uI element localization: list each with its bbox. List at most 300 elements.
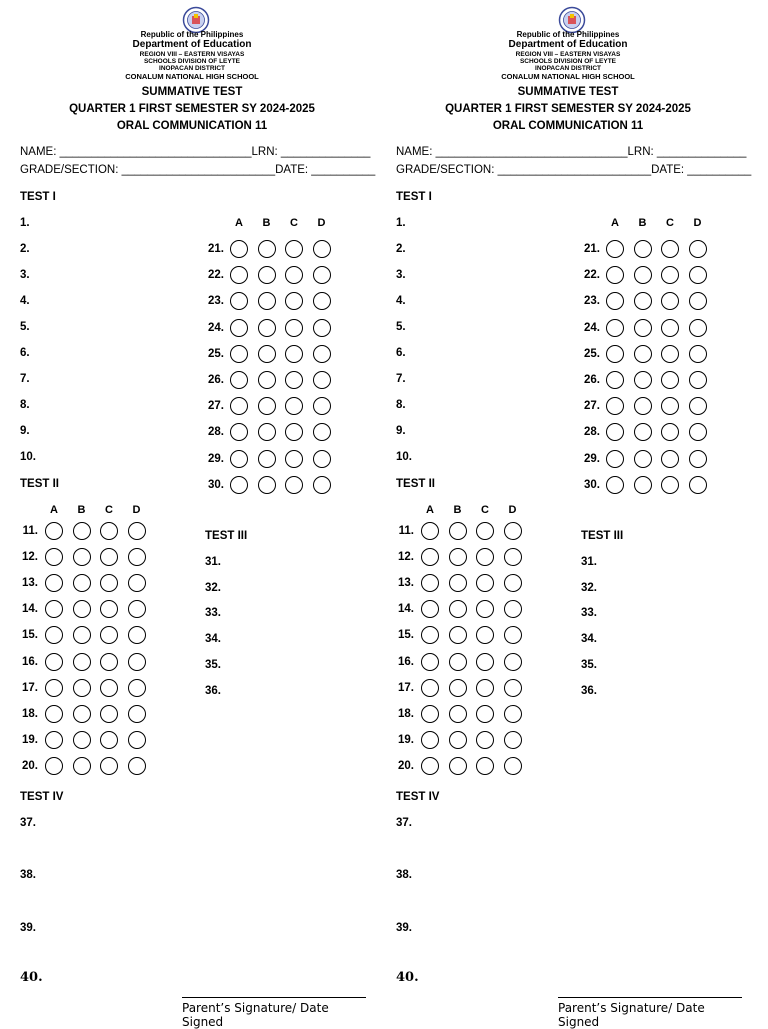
answer-bubble-c[interactable] — [285, 476, 303, 494]
answer-bubble-d[interactable] — [504, 731, 522, 749]
answer-bubble-a[interactable] — [421, 705, 439, 723]
bubble-row — [376, 475, 760, 497]
item-number: 39. — [396, 922, 412, 934]
item-number: 27. — [208, 400, 224, 413]
answer-bubble-a[interactable] — [606, 423, 624, 441]
answer-bubble-b[interactable] — [258, 292, 276, 310]
item-number: 7. — [20, 373, 30, 385]
answer-bubble-c[interactable] — [476, 653, 494, 671]
item-number: 18. — [22, 707, 38, 720]
item-number: 20. — [398, 759, 414, 772]
answer-bubble-d[interactable] — [504, 522, 522, 540]
item-number: 36. — [205, 684, 221, 697]
bubble-row — [0, 475, 384, 497]
answer-bubble-a[interactable] — [421, 731, 439, 749]
answer-bubble-b[interactable] — [73, 600, 91, 618]
answer-bubble-c[interactable] — [661, 319, 679, 337]
answer-bubble-c[interactable] — [476, 626, 494, 644]
bubble-row — [0, 730, 384, 752]
item-number: 10. — [396, 451, 412, 463]
bubble-row — [376, 449, 760, 471]
answer-bubble-d[interactable] — [313, 476, 331, 494]
answer-bubble-b[interactable] — [73, 757, 91, 775]
answer-bubble-b[interactable] — [258, 476, 276, 494]
item-number: 33. — [581, 607, 597, 620]
answer-bubble-a[interactable] — [606, 397, 624, 415]
item-number: 37. — [396, 817, 412, 829]
name-lrn-field[interactable]: NAME: ______________________________LRN: ______________ — [20, 146, 371, 158]
answer-bubble-b[interactable] — [634, 476, 652, 494]
answer-bubble-c[interactable] — [661, 266, 679, 284]
bubble-row — [0, 599, 384, 621]
answer-bubble-d[interactable] — [504, 757, 522, 775]
signature-label: Parent’s Signature/ Date — [182, 1001, 329, 1015]
answer-bubble-b[interactable] — [449, 626, 467, 644]
answer-bubble-a[interactable] — [45, 757, 63, 775]
choice-letter-c: C — [481, 504, 489, 516]
test-2-heading: TEST II — [20, 478, 59, 490]
answer-bubble-a[interactable] — [606, 345, 624, 363]
answer-bubble-c[interactable] — [285, 292, 303, 310]
answer-bubble-b[interactable] — [449, 600, 467, 618]
answer-bubble-b[interactable] — [258, 345, 276, 363]
answer-bubble-b[interactable] — [73, 574, 91, 592]
answer-bubble-b[interactable] — [73, 522, 91, 540]
item-number: 29. — [208, 452, 224, 465]
answer-bubble-c[interactable] — [661, 240, 679, 258]
item-number: 30. — [584, 478, 600, 491]
answer-bubble-b[interactable] — [449, 679, 467, 697]
item-number: 1. — [20, 217, 30, 229]
item-number: 39. — [20, 922, 36, 934]
item-number: 13. — [398, 577, 414, 590]
bubble-row — [0, 704, 384, 726]
item-number: 11. — [22, 525, 38, 537]
answer-bubble-b[interactable] — [634, 319, 652, 337]
item-number: 31. — [581, 556, 597, 568]
item-number: 32. — [581, 581, 597, 594]
bubble-row — [376, 652, 760, 674]
answer-bubble-b[interactable] — [634, 397, 652, 415]
item-number: 33. — [205, 607, 221, 620]
answer-bubble-a[interactable] — [421, 626, 439, 644]
answer-bubble-c[interactable] — [661, 371, 679, 389]
item-number: 31. — [205, 556, 221, 568]
answer-bubble-d[interactable] — [689, 423, 707, 441]
item-number: 37. — [20, 817, 36, 829]
answer-bubble-a[interactable] — [421, 574, 439, 592]
bubble-row — [0, 396, 384, 418]
item-number: 20. — [22, 759, 38, 772]
test-1-heading: TEST I — [396, 191, 432, 203]
bubble-row — [0, 521, 384, 543]
answer-bubble-c[interactable] — [285, 423, 303, 441]
answer-bubble-c[interactable] — [100, 600, 118, 618]
bubble-row — [376, 265, 760, 287]
answer-bubble-b[interactable] — [634, 240, 652, 258]
answer-bubble-c[interactable] — [285, 397, 303, 415]
department-text: Department of Education — [508, 39, 628, 50]
item-number: 8. — [20, 399, 30, 411]
answer-bubble-a[interactable] — [606, 292, 624, 310]
answer-bubble-b[interactable] — [634, 345, 652, 363]
item-number: 3. — [20, 269, 30, 281]
choice-letter-d: D — [693, 217, 702, 229]
item-number: 21. — [584, 243, 600, 255]
answer-bubble-a[interactable] — [606, 371, 624, 389]
answer-bubble-d[interactable] — [313, 371, 331, 389]
answer-bubble-c[interactable] — [100, 679, 118, 697]
answer-bubble-c[interactable] — [285, 319, 303, 337]
item-number: 13. — [22, 577, 38, 590]
bubble-row — [376, 547, 760, 569]
choice-letter-c: C — [105, 504, 113, 516]
answer-bubble-d[interactable] — [689, 240, 707, 258]
answer-bubble-b[interactable] — [449, 574, 467, 592]
quarter-title: QUARTER 1 FIRST SEMESTER SY 2024-2025 — [445, 103, 691, 115]
item-number: 40. — [396, 970, 419, 985]
answer-bubble-c[interactable] — [661, 476, 679, 494]
answer-bubble-c[interactable] — [476, 600, 494, 618]
choice-letter-a: A — [426, 504, 434, 516]
region-text: REGION VIII – EASTERN VISAYAS — [139, 51, 245, 58]
answer-bubble-b[interactable] — [73, 679, 91, 697]
answer-bubble-d[interactable] — [504, 679, 522, 697]
answer-bubble-d[interactable] — [128, 574, 146, 592]
answer-bubble-d[interactable] — [128, 679, 146, 697]
answer-bubble-a[interactable] — [45, 626, 63, 644]
bubble-row — [0, 318, 384, 340]
bubble-row — [0, 449, 384, 471]
item-number: 12. — [22, 551, 38, 564]
item-number: 1. — [396, 217, 406, 229]
answer-bubble-b[interactable] — [73, 731, 91, 749]
answer-bubble-d[interactable] — [128, 653, 146, 671]
answer-bubble-a[interactable] — [45, 679, 63, 697]
test-1-heading: TEST I — [20, 191, 56, 203]
answer-bubble-c[interactable] — [100, 653, 118, 671]
choice-letter-c: C — [290, 217, 298, 229]
item-number: 34. — [581, 633, 597, 646]
item-number: 6. — [396, 347, 406, 359]
name-lrn-field[interactable]: NAME: ______________________________LRN: ______________ — [396, 146, 747, 158]
answer-bubble-c[interactable] — [661, 450, 679, 468]
grade-section-date-field[interactable]: GRADE/SECTION: ________________________DATE: __________ — [396, 164, 752, 176]
answer-bubble-a[interactable] — [421, 679, 439, 697]
answer-bubble-b[interactable] — [258, 266, 276, 284]
item-number: 15. — [22, 629, 38, 642]
answer-bubble-b[interactable] — [449, 522, 467, 540]
answer-bubble-a[interactable] — [230, 240, 248, 258]
answer-bubble-c[interactable] — [661, 423, 679, 441]
answer-bubble-d[interactable] — [689, 371, 707, 389]
item-number: 23. — [208, 295, 224, 308]
answer-bubble-c[interactable] — [476, 679, 494, 697]
item-number: 25. — [208, 347, 224, 360]
answer-bubble-c[interactable] — [100, 574, 118, 592]
answer-bubble-c[interactable] — [100, 548, 118, 566]
item-number: 17. — [22, 681, 38, 694]
answer-bubble-a[interactable] — [45, 600, 63, 618]
answer-bubble-b[interactable] — [634, 371, 652, 389]
answer-bubble-d[interactable] — [504, 574, 522, 592]
bubble-row — [0, 265, 384, 287]
answer-bubble-c[interactable] — [100, 731, 118, 749]
answer-bubble-d[interactable] — [128, 522, 146, 540]
answer-bubble-b[interactable] — [73, 653, 91, 671]
choice-letter-b: B — [453, 504, 462, 516]
answer-bubble-c[interactable] — [476, 522, 494, 540]
item-number: 4. — [396, 295, 406, 307]
item-number: 3. — [396, 269, 406, 281]
bubble-row — [376, 422, 760, 444]
answer-bubble-d[interactable] — [504, 705, 522, 723]
republic-text: Republic of the Philippines — [140, 30, 244, 39]
answer-bubble-b[interactable] — [258, 319, 276, 337]
answer-bubble-c[interactable] — [661, 292, 679, 310]
test-4-heading: TEST IV — [20, 791, 64, 803]
answer-bubble-d[interactable] — [313, 345, 331, 363]
answer-bubble-a[interactable] — [421, 757, 439, 775]
answer-bubble-b[interactable] — [449, 705, 467, 723]
answer-bubble-c[interactable] — [476, 731, 494, 749]
answer-bubble-b[interactable] — [634, 423, 652, 441]
item-number: 35. — [581, 658, 597, 671]
answer-bubble-d[interactable] — [689, 397, 707, 415]
answer-bubble-c[interactable] — [476, 548, 494, 566]
item-number: 10. — [20, 451, 36, 463]
answer-bubble-d[interactable] — [504, 600, 522, 618]
bubble-row — [376, 678, 760, 700]
item-number: 23. — [584, 295, 600, 308]
answer-bubble-c[interactable] — [285, 450, 303, 468]
item-number: 28. — [208, 426, 224, 439]
answer-bubble-d[interactable] — [313, 423, 331, 441]
bubble-row — [0, 422, 384, 444]
district-text: INOPACAN DISTRICT — [535, 65, 601, 72]
answer-bubble-d[interactable] — [313, 450, 331, 468]
answer-bubble-b[interactable] — [258, 397, 276, 415]
answer-bubble-b[interactable] — [634, 266, 652, 284]
bubble-row — [376, 599, 760, 621]
answer-bubble-a[interactable] — [230, 450, 248, 468]
item-number: 15. — [398, 629, 414, 642]
answer-bubble-a[interactable] — [230, 423, 248, 441]
item-number: 29. — [584, 452, 600, 465]
choice-letter-d: D — [317, 217, 326, 229]
answer-bubble-a[interactable] — [45, 548, 63, 566]
answer-bubble-c[interactable] — [100, 626, 118, 644]
answer-bubble-a[interactable] — [606, 450, 624, 468]
answer-bubble-d[interactable] — [313, 319, 331, 337]
answer-bubble-d[interactable] — [128, 705, 146, 723]
district-text: INOPACAN DISTRICT — [159, 65, 225, 72]
item-number: 6. — [20, 347, 30, 359]
answer-bubble-c[interactable] — [100, 522, 118, 540]
bubble-row — [376, 291, 760, 313]
bubble-row — [376, 239, 760, 261]
school-name: CONALUM NATIONAL HIGH SCHOOL — [501, 72, 635, 81]
bubble-row — [376, 704, 760, 726]
item-number: 16. — [22, 655, 38, 668]
item-number: 2. — [20, 243, 30, 255]
item-number: 26. — [208, 374, 224, 386]
republic-text: Republic of the Philippines — [516, 30, 620, 39]
answer-bubble-c[interactable] — [100, 705, 118, 723]
answer-bubble-d[interactable] — [128, 548, 146, 566]
answer-bubble-d[interactable] — [689, 345, 707, 363]
answer-bubble-d[interactable] — [313, 240, 331, 258]
item-number: 24. — [208, 321, 224, 334]
item-number: 36. — [581, 684, 597, 697]
bubble-row — [376, 756, 760, 778]
answer-bubble-a[interactable] — [230, 319, 248, 337]
division-text: SCHOOLS DIVISION OF LEYTE — [519, 58, 617, 65]
item-number: 24. — [584, 321, 600, 334]
answer-bubble-a[interactable] — [230, 292, 248, 310]
division-text: SCHOOLS DIVISION OF LEYTE — [143, 58, 241, 65]
item-number: 5. — [396, 321, 406, 333]
answer-bubble-c[interactable] — [285, 371, 303, 389]
item-number: 22. — [208, 269, 224, 282]
item-number: 12. — [398, 551, 414, 564]
test-title: SUMMATIVE TEST — [141, 86, 243, 98]
answer-bubble-d[interactable] — [689, 476, 707, 494]
item-number: 34. — [205, 633, 221, 646]
test-4-heading: TEST IV — [396, 791, 440, 803]
answer-sheet-right — [376, 0, 760, 1029]
bubble-row — [376, 625, 760, 647]
answer-bubble-b[interactable] — [449, 731, 467, 749]
answer-bubble-b[interactable] — [634, 292, 652, 310]
answer-bubble-a[interactable] — [230, 266, 248, 284]
answer-bubble-d[interactable] — [128, 731, 146, 749]
answer-bubble-d[interactable] — [128, 626, 146, 644]
item-number: 25. — [584, 347, 600, 360]
answer-bubble-a[interactable] — [45, 574, 63, 592]
answer-bubble-b[interactable] — [258, 423, 276, 441]
answer-bubble-c[interactable] — [285, 266, 303, 284]
answer-bubble-c[interactable] — [661, 397, 679, 415]
answer-bubble-a[interactable] — [606, 240, 624, 258]
answer-bubble-a[interactable] — [421, 548, 439, 566]
bubble-row — [0, 547, 384, 569]
bubble-row — [376, 573, 760, 595]
answer-bubble-c[interactable] — [285, 240, 303, 258]
signature-line — [558, 997, 742, 998]
answer-bubble-c[interactable] — [100, 757, 118, 775]
answer-bubble-b[interactable] — [258, 240, 276, 258]
answer-bubble-a[interactable] — [421, 522, 439, 540]
answer-bubble-a[interactable] — [606, 319, 624, 337]
answer-bubble-d[interactable] — [128, 757, 146, 775]
item-number: 26. — [584, 374, 600, 386]
answer-bubble-a[interactable] — [45, 705, 63, 723]
answer-bubble-b[interactable] — [634, 450, 652, 468]
item-number: 30. — [208, 478, 224, 491]
answer-bubble-a[interactable] — [230, 371, 248, 389]
answer-bubble-d[interactable] — [689, 319, 707, 337]
item-number: 32. — [205, 581, 221, 594]
item-number: 38. — [20, 869, 36, 881]
answer-bubble-b[interactable] — [73, 626, 91, 644]
bubble-row — [376, 318, 760, 340]
answer-bubble-a[interactable] — [606, 266, 624, 284]
bubble-row — [376, 344, 760, 366]
bubble-row — [0, 573, 384, 595]
answer-bubble-a[interactable] — [606, 476, 624, 494]
answer-bubble-d[interactable] — [313, 266, 331, 284]
signature-label-continued: Signed — [558, 1015, 600, 1029]
answer-bubble-c[interactable] — [285, 345, 303, 363]
test-title: SUMMATIVE TEST — [517, 86, 619, 98]
item-number: 2. — [396, 243, 406, 255]
grade-section-date-field[interactable]: GRADE/SECTION: ________________________DATE: __________ — [20, 164, 376, 176]
answer-bubble-a[interactable] — [421, 600, 439, 618]
answer-bubble-d[interactable] — [689, 266, 707, 284]
answer-bubble-a[interactable] — [230, 345, 248, 363]
answer-bubble-c[interactable] — [476, 705, 494, 723]
bubble-row — [376, 370, 760, 392]
answer-bubble-b[interactable] — [73, 705, 91, 723]
answer-bubble-b[interactable] — [258, 450, 276, 468]
answer-bubble-a[interactable] — [45, 522, 63, 540]
item-number: 19. — [22, 733, 38, 746]
answer-bubble-b[interactable] — [449, 757, 467, 775]
item-number: 8. — [396, 399, 406, 411]
choice-letter-a: A — [50, 504, 58, 516]
answer-bubble-c[interactable] — [476, 574, 494, 592]
choice-letter-a: A — [235, 217, 243, 229]
answer-bubble-d[interactable] — [504, 653, 522, 671]
item-number: 11. — [398, 525, 414, 537]
answer-bubble-c[interactable] — [476, 757, 494, 775]
bubble-row — [376, 396, 760, 418]
answer-bubble-b[interactable] — [449, 653, 467, 671]
answer-bubble-a[interactable] — [230, 397, 248, 415]
item-number: 14. — [22, 603, 38, 616]
item-number: 9. — [396, 425, 406, 437]
item-number: 5. — [20, 321, 30, 333]
answer-bubble-d[interactable] — [689, 292, 707, 310]
answer-bubble-d[interactable] — [313, 397, 331, 415]
item-number: 17. — [398, 681, 414, 694]
answer-bubble-a[interactable] — [421, 653, 439, 671]
answer-bubble-d[interactable] — [504, 626, 522, 644]
subject-title: ORAL COMMUNICATION 11 — [492, 120, 644, 132]
test-3-heading: TEST III — [581, 530, 624, 542]
answer-bubble-d[interactable] — [504, 548, 522, 566]
answer-bubble-b[interactable] — [258, 371, 276, 389]
item-number: 21. — [208, 243, 224, 255]
answer-bubble-c[interactable] — [661, 345, 679, 363]
choice-letter-a: A — [611, 217, 619, 229]
choice-letter-b: B — [262, 217, 271, 229]
item-number: 22. — [584, 269, 600, 282]
answer-bubble-a[interactable] — [230, 476, 248, 494]
choice-letter-d: D — [132, 504, 141, 516]
answer-bubble-d[interactable] — [128, 600, 146, 618]
answer-bubble-a[interactable] — [45, 653, 63, 671]
bubble-row — [0, 756, 384, 778]
test-3-heading: TEST III — [205, 530, 248, 542]
bubble-row — [0, 370, 384, 392]
answer-bubble-a[interactable] — [45, 731, 63, 749]
answer-bubble-b[interactable] — [449, 548, 467, 566]
answer-bubble-b[interactable] — [73, 548, 91, 566]
answer-bubble-d[interactable] — [313, 292, 331, 310]
answer-bubble-d[interactable] — [689, 450, 707, 468]
